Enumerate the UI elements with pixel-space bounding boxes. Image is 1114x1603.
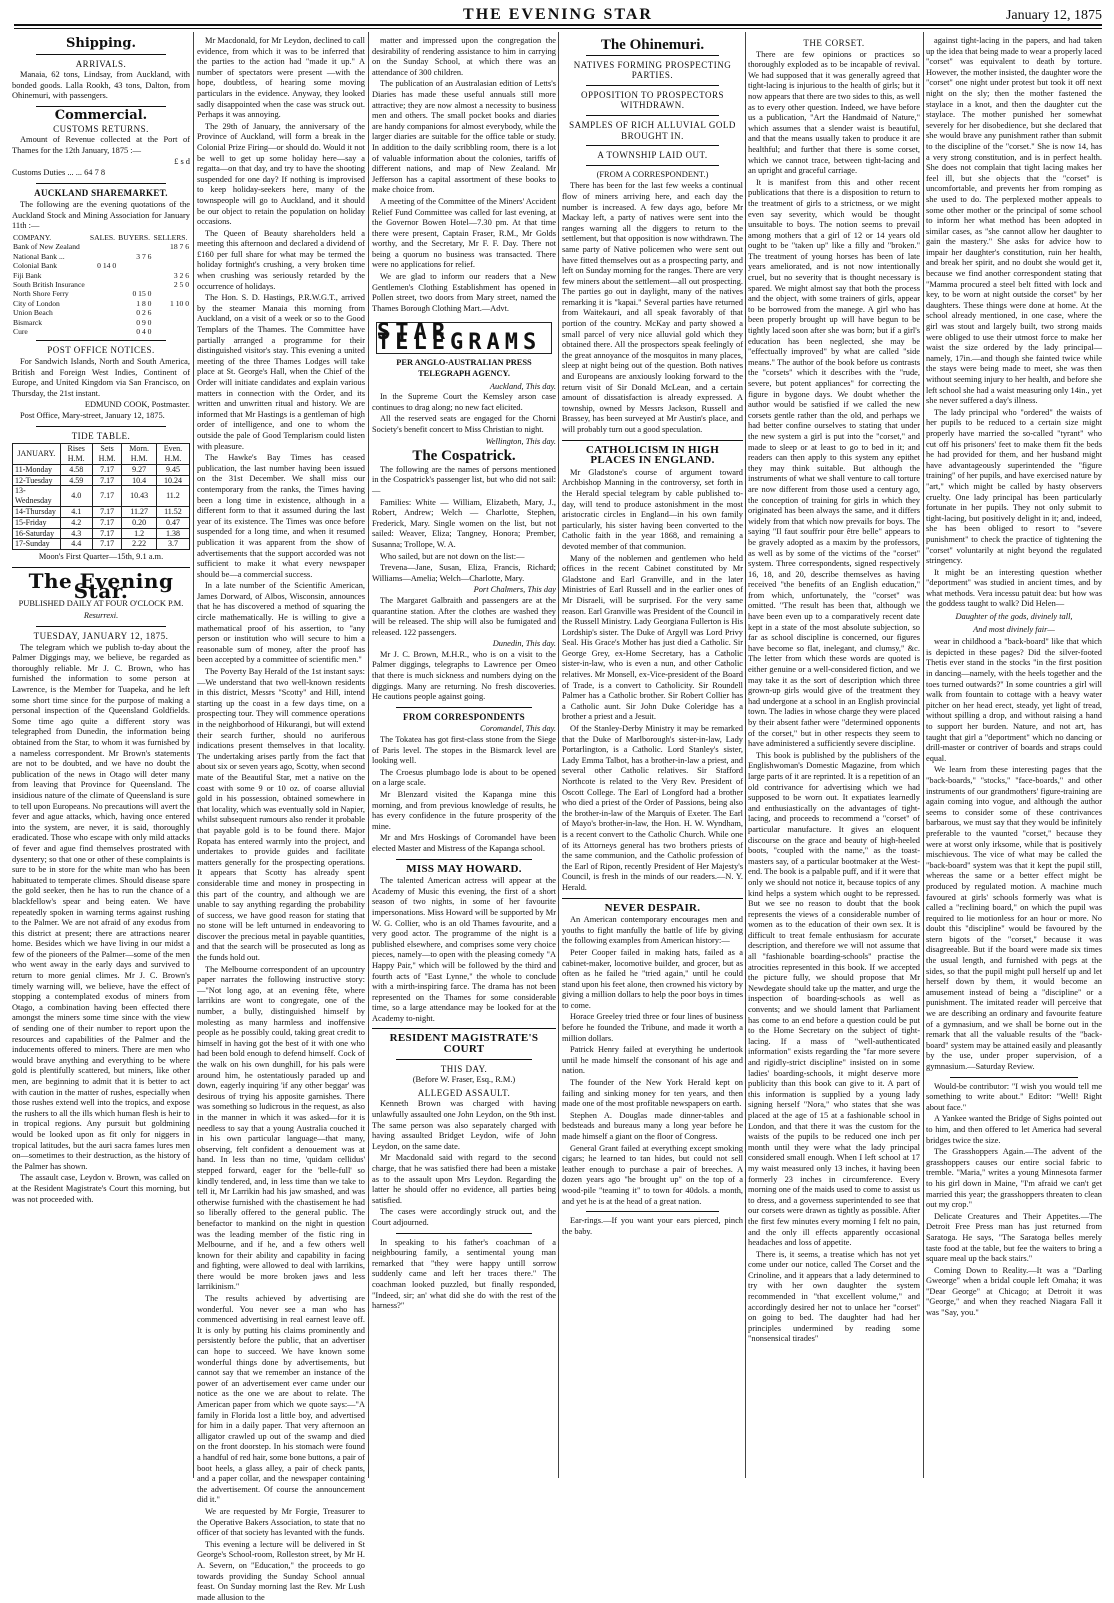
coromandel-dateline: Coromandel, This day. (480, 724, 556, 734)
tide-table-heading: TIDE TABLE. (71, 430, 131, 441)
article-text: Peter Cooper failed in making hats, failed as a cabinet-maker, locomotive builder, and grocer, but as often as he failed he "tried again," until he could stand upon his feet alone, then crowned his victory by giving a million dollars to help the poor boys in times to come. (562, 947, 743, 1010)
news-paragraph: In a late number of the Scientific American, James Dorward, of Albos, Wisconsin, announces that he has discovered a method of squaring the circle mathematically. He is willing to give a mathematical proof of his assertion, to "any person or institution who will secure to him a reasonable sum of money, after the proof has been accepted by a committee of scientific men." (197, 581, 365, 665)
post-office-heading: POST OFFICE NOTICES. (47, 345, 155, 356)
tide-sets: 7.17 (92, 464, 122, 475)
sellers-value: 2 5 0 (173, 279, 189, 289)
tide-morn: 9.27 (122, 464, 156, 475)
never-despair-heading: NEVER DESPAIR. (604, 901, 701, 914)
customs-text: Amount of Revenue collected at the Port of Thames for the 12th January, 1875 :— (12, 135, 190, 155)
telegram-text: Families: White — William, Elizabeth, Mary, J., Robert, Andrew; Welch — Charlotte, Stephen, Frederick, Mary. Single women on the list, but not sailed: Weaver, Eliza; Tangney, Honora; Prember, Susanna; Trollope, W. A. (372, 497, 556, 549)
post-office-place: Post Office, Mary-street, January 12, 1875. (20, 410, 165, 420)
article-text: Mr Macdonald said with regard to the second charge, that he was satisfied there had been a mistake as to the assault upon Mrs Leydon. Regarding the latter he should offer no evidence, all parties being satisfied. (372, 1153, 556, 1205)
news-paragraph: The Hawke's Bay Times has ceased publication, the last number having been issued on the 31st December. We shall miss our contemporary from the ranks, the Times having been a long time in existence, although in a different form to that it assumed during the last year of its existence. The Times was once before suspended for a long time, and when it resumed publication it was apparent from the show of advertisements that the support accorded was not sufficient to make it what every newspaper should be—a commercial success. (197, 453, 365, 579)
article-text: The founder of the New York Herald kept on failing and sinking money for ten years, and then made one of the most profitable newspapers on earth. (562, 1078, 743, 1109)
tide-day: 11-Monday (13, 464, 61, 475)
company-name: Bank of New Zealand (13, 242, 80, 252)
tide-even: 0.47 (156, 517, 189, 528)
sales-value (89, 271, 117, 280)
rm-before: (Before W. Fraser, Esq., R.M.) (412, 1075, 516, 1085)
sellers-value: 3 2 6 (173, 270, 189, 280)
tide-even: 11.52 (156, 506, 189, 517)
divider (586, 165, 719, 166)
tide-sets: 7.17 (92, 539, 122, 550)
article-text: We learn from these interesting pages that the "back-boards," "stocks," "face-boards," and other instruments of our grandmothers' figure-training are again coming into vogue, and although the author seems to consider some of these contrivances barbarous, we must say that they would be infinitely preferable to the vaunted "corset," because they were at worst only irksome, while that is positively mischievous. The vice of what may be called the "back-board" system was that it kept the pupil still, whereas the same or a better effect might be produced by regulated motion. A machine much favoured at girls' schools formerly was what is called a "reclining board," on which the pupil was required to lie motionless for an hour or more. No doubt this "discipline" would be favoured by the stern bigots of the "corset," because it was disagreeable. But if the board were made six times the usual length, and furnished with pegs at the sides, so that the pupil might pull herself up and let herself down by them, it would become an amusement instead of being a "discipline" or a punishment. The imitated reader will perceive that we are describing an ordinary and favourite feature of a gymnasium, and we shall be borne out in the remark that all the valuable results of the "back-board" system may be attained easily and pleasantly by the use, under proper supervision, of a gymnasium.—Saturday Review. (926, 765, 1102, 1071)
sellers-value (152, 308, 190, 317)
news-paragraph: The Hon. S. D. Hastings, P.R.W.G.T., arrived by the steamer Manaia this morning from Auckland, on a visit of a week or so to the Good Templars of the Thames. The Committee have partially arranged a programme for their distinguished visitor's stay. This evening a united meeting of the three Thames Lodges will take place at St. George's Hall, when the Chief of the Order will initiate candidates and explain various matters in connection with the Order, and its written and unwritten ritual and history. We are informed that Mr Hastings is a gentleman of high order of intelligence, and one to whom the outside the pale of Good Templarism could listen with pleasure. (197, 293, 365, 451)
dateline: TUESDAY, JANUARY 12, 1875. (33, 631, 169, 642)
tide-day: 15-Friday (13, 517, 61, 528)
port-chalmers-dateline: Port Chalmers, This day (473, 585, 556, 595)
arrivals-text: Manaia, 62 tons, Lindsay, from Auckland, with bonded goods. Lalla Rookh, 43 tons, Dalton, from Ohinemuri, with passengers. (12, 70, 190, 101)
article-text: There are few opinions or practices so thoroughly exploded as to be incapable of revival. We had supposed that it was generally agreed that tight-lacing is injurious to the health of girls; but it now appears that there are two sides to this, as well as to every other question. Indeed, we have before us a publication, "Art the Handmaid of Nature," which assumes that a slender waist is beautiful, and that the means usually taken to produce it are healthful; and further that there is some corset, which we cannot trace, between tight-lacing and an upright and graceful carriage. (748, 49, 920, 176)
article-text: General Grant failed at everything except smoking cigars; he learned to tan hides, but could not sell leather enough to purchase a pair of breeches. A dozen years ago "he brought up" on the top of a wood-pile "teaming it" to town for 40dols. a month, and yet he is at the head of a great nation. (562, 1143, 743, 1206)
tide-even: 11.2 (156, 486, 189, 507)
ohinemuri-subheading: OPPOSITION TO PROSPECTORS WITHDRAWN. (580, 89, 725, 111)
sellers-value (152, 252, 190, 261)
tide-morn: 11.27 (122, 506, 156, 517)
divider (372, 1028, 556, 1029)
column-1 (12, 36, 190, 1478)
article-text: Mr Gladstone's course of argument toward Archbishop Manning in the controversy, set forth in the Herald special telegram by cable published to-day, will tend to produce astonishment in the most aristocratic circles in England—in his own family particularly, his sister having been converted to the Catholic faith in the year 1868, and remaining a devoted member of that communion. (562, 467, 743, 551)
sales-value (89, 242, 117, 251)
company-name: South British Insurance (13, 279, 85, 289)
tide-col-sets: Sets H.M. (92, 444, 122, 465)
table-row (12, 261, 190, 270)
newspaper-title: THE EVENING STAR (463, 6, 653, 23)
tide-morn: 2.22 (122, 539, 156, 550)
divider (396, 707, 532, 708)
ohinemuri-subheading: SAMPLES OF RICH ALLUVIAL GOLD BROUGHT IN. (569, 119, 736, 141)
table-row (12, 299, 190, 308)
table-row (12, 280, 190, 289)
table-row (12, 252, 190, 261)
wellington-dateline: Wellington, This day. (485, 436, 556, 446)
tide-morn: 10.4 (122, 475, 156, 486)
tide-sets: 7.17 (92, 486, 122, 507)
ohinemuri-subheading: NATIVES FORMING PROSPECTING PARTIES. (573, 59, 732, 81)
sales-value (89, 308, 117, 317)
share-col-sales: SALES. (89, 232, 115, 242)
article-text: wear in childhood a "back-board" like that which is depicted in these pages? Did the silver-footed Thetis ever stand in the stocks "in the first position in dancing—namely, with the heels together and the toes turned outwards?" In some countries a girl will walk from fountain to cottage with a heavy water pitcher on her head erect, steady, yet light of tread, without spilling a drop, and without raising a hand to support her burden. Nature, and not art, has taught that girl a "deportment" which no dancing or drill-master or contriver of boards and straps could equal. (926, 637, 1102, 763)
divider (586, 145, 719, 146)
telegram-text: The following are the names of persons mentioned in the Cospatrick's passenger list, but who did not sail:— (372, 464, 556, 495)
divider (586, 115, 719, 116)
sales-value (89, 289, 117, 298)
arrivals-heading: ARRIVALS. (75, 58, 127, 69)
tide-table-header (13, 444, 190, 465)
masthead-rule (14, 28, 1102, 29)
share-col-sellers: SELLERS. (153, 232, 188, 242)
tide-rises: 4.1 (60, 506, 92, 517)
tide-even: 1.38 (156, 528, 189, 539)
article-text: Patrick Henry failed at everything he undertook until he made himself the consonant of his age and nation. (562, 1045, 743, 1076)
tide-sets: 7.17 (92, 506, 122, 517)
news-paragraph: The Queen of Beauty shareholders held a meeting this afternoon and declared a dividend of £160 per full share for what may be termed the holiday fortnight's crushing, a very broken time when crushing was seriously retarded by the occurrence of holidays. (197, 228, 365, 291)
tide-sets: 7.17 (92, 475, 122, 486)
moon-phase: Moon's First Quarter—15th, 9.1 a.m. (38, 552, 164, 562)
table-row (13, 506, 190, 517)
telegram-text: All the reserved seats are engaged for the Chorni Society's benefit concert to Miss Christian to night. (372, 414, 556, 434)
table-row (13, 528, 190, 539)
sellers-value (152, 289, 190, 298)
buyers-value: 3 7 6 (136, 251, 152, 261)
correspondents-heading: FROM CORRESPONDENTS (403, 711, 525, 722)
share-table-header (12, 233, 190, 242)
sharemarket-text: The following are the evening quotations of the Auckland Stock and Mining Association for January 11th :— (12, 200, 190, 231)
telegram-text: In the Supreme Court the Kemsley arson case continues to drag along; no new fact elicited. (372, 392, 556, 412)
share-col-buyers: BUYERS. (118, 232, 151, 242)
news-paragraph: Mr Macdonald, for Mr Leydon, declined to call evidence, from which it was to be inferred that the parties to the action had "made it up." A number of spectators were present —with the hope, doubtless, of hearing some moving particulars in the evidence. Anyway, they looked sadly disappointed when the case was struck out. Perhaps it was annoying. (197, 36, 365, 120)
masthead (14, 6, 1102, 26)
editorial-text: The assault case, Leydon v. Brown, was called on at the Resident Magistrate's Court this morning, but was not proceeded with. (12, 1173, 190, 1204)
column-divider (368, 32, 369, 1478)
ohinemuri-subheading: A TOWNSHIP LAID OUT. (597, 150, 708, 161)
divider (562, 898, 743, 899)
buyers-value: 0 4 0 (136, 326, 152, 336)
sellers-value: 18 7 6 (170, 242, 189, 252)
tide-sets: 7.17 (92, 517, 122, 528)
column-3 (372, 36, 556, 1478)
tide-rises: 4.58 (60, 464, 92, 475)
poem-line: Daughter of the gods, divinely tall, (955, 612, 1073, 622)
telegram-text: Mr J. C. Brown, M.H.R., who is on a visit to the Palmer diggings, telegraphs to Lawrence per Omeo that there is much sickness and numbers dying on the diggings. Many are returning. No fresh discoveries. He cautions people against going. (372, 649, 556, 702)
tide-day: 17-Sunday (13, 539, 61, 550)
editorial-text: The telegram which we publish to-day about the Palmer Diggings may, we believe, be regarded as thoroughly reliable. Mr J. C. Brown, who has furnished the information to some person at Lawrence, is the Member for Tuapeka, and he left some short time since for the purpose of making a personal inspection of the Queensland Goldfields. Some time ago quite a different story was telegraphed from Dunedin, the information being obtained from the Star, to whom it was furnished by a nameless correspondent. Mr Brown's statements are not to be doubted, and we have no doubt the publication of the news in Otago will deter many from leaving that Province for Queensland. The insidious nature of the climate of Queensland is sure to tell upon Europeans. No precautions will avert the fever and ague attacks, which, having once entered into the system, are never, it is said, thoroughly eradicated. Those who escape with only mild attacks of fever and ague find themselves prostrated with dysentery; so that one or other of these complaints is sure to be in store for the white man who has been habituated to temperate climes. Should disease spare the gold seeker, then he has to run the chance of a blackfellow's spear and being eaten. We have repeatedly spoken in warning terms against rushing to the Palmer. We are not afraid of any exodus from this district at present; there are attractions nearer home. Besides which we have living in our midst a few of the pioneers of the Palmer—some of the men who went away in the early days and survived to return to more genial climes. Mr J. C. Brown's timely warning will, we believe, have the effect of stopping a contemplated exodus of miners from Otago, a combination having been effected there amongst the miners some time since with the view of sending one of their number to report upon the resources and capabilities of the Palmer and the inducements offered to miners. There are men who would brave anything and everything to be where gold is plentifully scattered, but miners, like other men, are beginning to admit that it is better to act with caution in the matter of rushes, especially when those rushes extend well into the tropics, and expose the rushers to all the ills which human flesh is heir to in tropical regions. Any pursuit but goldmining would be looked upon as fit only for niggers in tropical latitudes, but the auri sacra fames lures men on—sometimes to their destruction, as the history of the Palmer has shown. (12, 642, 190, 1171)
column-divider (193, 32, 194, 1478)
customs-duties: Customs Duties ... ... 64 7 8 (12, 167, 106, 177)
column-2 (197, 36, 365, 1602)
corset-heading: THE CORSET. (803, 38, 865, 48)
buyers-value (117, 280, 152, 289)
article-text: A Yankee wanted the Bridge of Sighs pointed out to him, and then offered to let America had several bridges twice the size. (926, 1114, 1102, 1145)
rm-day: THIS DAY. (440, 1063, 488, 1074)
buyers-value: 0 2 6 (136, 308, 152, 318)
news-paragraph: The Melbourne correspondent of an upcountry paper narrates the following instructive story:—"Not long ago, at an evening fête, where larrikins are wont to congregate, one of the number, a bully, distinguished himself by molesting as many harmless and inoffensive people as he possibly could, taking great credit to himself in having got the best of it with one who had been bold enough to defend himself. Cock of the walk on his own dunghill, for his pals were around him, he ostentatiously paraded up and down, eagerly inquiring 'if any other beggar' was desirous of trying his apposite garnishes. There was something so ludicrous in the request, as also in the manner in which it was asked—for it is needless to say that a young Australia couched it in his own particular language—that many, observing, felt confident a denouement was at hand. In less than no time, 'quidam cellidus' stepped forward, eager for the 'belle-full' so kindly tendered, and, in less time than we take to tell it, Mr Larrikin had his jaw smashed, and was otherwise furnished with the chastisement he had so liberally offered to the general public. The benefactor to mankind on the night in question was the leading member of the fistic ring in Melbourne, and if he, and a few others well known for their ability and capability in facing and fighting, were allowed to deal with larrikins, there would be more broken jaws and less larrikinism." (197, 964, 365, 1292)
table-row (13, 475, 190, 486)
buyers-value (117, 261, 152, 270)
article-text: It is manifest from this and other recent publications that there is a disposition to return to the treatment of girls to a strictness, or we might even say severity, which would be thought unsuitable to boys. The notion seems to prevail among mothers that a girl of 12 or 14 years old ought to be "taken up" like a filly and "broken." The treatment of young horses has been of late years ameliorated, and is not now intentionally cruel, but no severity that is thought necessary is spared. We might almost say that both the process and the object, with some trainers of girls, appear to be borrowed from the manege. A girl who has been properly brought up will have begun to be tightly laced soon after she was born; but if a girl's education has been neglected, she may be "effectually improved" by what are called "side means." The author of the book before us contrasts the "corsets" which it describes with the "rude, severe, but potent appliances" for correcting the figure in bygone days. We doubt whether the author would be satisfied if we called the new corsets gentle rather than the old, and perhaps we had better confine ourselves to stating that under the new system a girl is put into the "corset," and made to sleep or at least to go to bed in it; and readers can then apply to this system any epithet they may think suitable. But although the instruments of what we shall venture to call torture are now different from those used a century ago, the conception of training for girls in which they originated has been always the same, and it differs widely from that which now prevails for boys. The saying "Il faut souffrir pour être belle" appears to be gravely adopted as a maxim by the professors, as well as by some of the victims of the "corset" system. Three correspondents, signed respectively 16, 18, and 20, describe themselves as having received "the benefits of an English education," from which, unfortunately, the "corset" was omitted. "The result has been that, although we have been even up to a comparatively recent date kept in a state of the most absolute subjection, so far as school discipline is concerned, our figures have become so flat, inelegant, and clumsy," &c. The letter from which these words are quoted is either genuine or a well-considered fiction, and we may take it as the sort of description which three grown-up girls would give of the treatment they had undergone at a school in an English provincial town. The ladies in whose charge they were placed by their absent father were "determined opponents of the corset," but in other respects they seem to have administered a sufficiently severe discipline. (748, 177, 920, 749)
column-5 (748, 36, 920, 1478)
customs-currency: £ s d (174, 157, 190, 167)
company-name: National Bank ... (13, 251, 65, 261)
article-text: Stephen A. Douglas made dinner-tables and bedsteads and bureaus many a long year before he made himself a giant on the floor of Congress. (562, 1110, 743, 1141)
sales-value (89, 252, 117, 261)
sharemarket-heading: AUCKLAND SHAREMARKET. (34, 187, 168, 198)
news-paragraph: The results achieved by advertising are wonderful. You never see a man who has commenced advertising in real earnest leave off. It is only by putting his claims prominently and persistently before the public, that an advertiser can hope to succeed. We have known some wonderful things done by advertisements, but cannot say that we remember an instance of the power of an advertisement ever came under our notice as the one we are about to relate. The American paper from which we quote says:—"A family in Florida lost a little boy, and advertised for him in a daily paper. That very afternoon an alligator crawled up out of the swamp and died on the front doorstep. In his stomach were found a handful of red hair, some bone buttons, a pair of boot heels, a glass alley, a pair of check pants, and a paper collar, and the newspaper containing the advertisement. Of course the announcement did it." (197, 1294, 365, 1505)
divider (396, 859, 532, 860)
article-text: There has been for the last few weeks a continual flow of miners arriving here, and each day the number is increased. A few days ago, before Mr Mackay left, a party of natives were sent into the ranges warning all the diggers to return to the settlement, but that opposition is now withdrawn. The same party of Native policemen who were sent out have fitted themselves out as a prospecting party, and left on Sunday morning for the ranges. There are very few miners about the settlement—all out prospecting. The parties go out in daylight, many of the natives remarking it is "kapai." Several parties have returned from Waitekauri, and all speak favorably of that portion of the country. McKay and party showed a small parcel of very nice alluvial gold which they obtained there. All the prospectors speak feelingly of the great annoyance of the mosquitos in many places, sleep at night being out of the question. Both natives and Europeans are anxiously looking forward to the return visit of Sir Donald McLean, and a certain amount of dissatisfaction is already expressed. A township, owned by Messrs Jackson, Russell and Brassey, has been surveyed at Mr Austin's place, and will probably turn out a good speculation. (562, 181, 743, 434)
tide-col-rises: Rises H.M. (60, 444, 92, 465)
divider (586, 55, 719, 56)
buyers-value: 1 8 0 (136, 298, 152, 308)
company-name: Colonial Bank (13, 261, 58, 271)
telegrams-agency: PER ANGLO-AUSTRALIAN PRESS TELEGRAPH AGENCY. (396, 358, 532, 379)
article-text: against tight-lacing in the papers, and had taken up the idea that being made to wear a properly laced "corset" was equivalent to death by torture. However, the mother insisted, the daughter wore the "corset" one night under protest but took it off next night on the sly; then the mother fastened the staylace in a knot, and then the daughter cut the staylace. The mother punished her somewhat severely for her disobedience, but she declared that she would brave any punishment rather than submit to the discipline of the "corset." She is now 14, has a very strong constitution, and is in perfect health. She does not complain that tight lacing makes her feel ill, but she objects that the "corset" is uncomfortable, and prevents her from romping as she used to do. The perplexed mother appeals to some other mother or the principal of some school to inform her what method has been adopted in similar cases, as "she cannot allow her daughter to gain the mastery." She asks for advice how to impair her daughter's constitution, ruin her health, and break her spirit, and no doubt she would get it, because we find another correspondent stating that "Mamma procured a steel belt fitted with lock and key, to be worn at night outside the corset" by her daughters. These things were done at home. At the school already mentioned, in one case, where the girl was stout and largely built, two strong maids were obliged to use their utmost force to make her waist the size ordered by the lady principal—namely, 17in.—and though she fainted twice while the stays were being made to meet, she was then without seeming injury to her health, and before she left school she had a waist measuring only 14in., yet she never suffered a day's illness. (926, 36, 1102, 406)
news-paragraph: This evening a lecture will be delivered in St George's School-room, Rolleston street, by Mr H. A. Severn, on "Education," the proceeds to go towards providing the Sunday School annual feast. On Sunday morning last the Rev. Mr Lush made allusion to the (197, 1539, 365, 1602)
sales-value (89, 280, 117, 289)
from-correspondent: (FROM A CORRESPONDENT.) (596, 169, 709, 179)
divider (950, 1077, 1078, 1078)
table-row (12, 242, 190, 251)
tide-rises: 4.59 (60, 475, 92, 486)
tide-day: 14-Thursday (13, 506, 61, 517)
share-table (12, 233, 190, 336)
sales-value (89, 327, 117, 336)
article-text: Of the Stanley-Derby Ministry it may be remarked that the Duke of Marlborough's sister-in-law, Lady Portarlington, is a Catholic. Lord Stanley's sister, Lady Emma Talbot, has a brother-in-law a priest, and several other Catholic relatives. Sir Stafford Northcote is related to the Very Rev. President of Oscott College. The Earl of Longford had a brother who died a priest of the Order of Passions, being also the brother-in-law of the Marquis of Exeter. The Earl of Mayo's brother-in-law, the Hon. H. W. Wyndham, is a recent convert to the Catholic Church. While one of its Attorneys general has two brothers priests of the same communion, and the Catholic profession of the Earl of Ripon, recently President of Her Majesty's Council, is fresh in the minds of our readers.—N. Y. Herald. (562, 724, 743, 892)
divider (36, 426, 166, 427)
paper-title: The Evening Star. (28, 568, 174, 604)
divider (562, 440, 743, 441)
table-row (12, 308, 190, 317)
company-name: Union Beach (13, 308, 53, 318)
buyers-value: 0 15 0 (132, 289, 152, 299)
article-text: There is, it seems, a treatise which has not yet come under our notice, called The Corset and the Crinoline, and it appears that a lady determined to try with her own daughter the system recommended in "that excellent volume," and accordingly desired her not to unlace her "corset" on going to bed. The daughter had had her principles undermined by reading some "nonsensical tirades" (748, 1249, 920, 1344)
divider (36, 340, 166, 341)
issue-date: January 12, 1875 (1005, 8, 1102, 23)
article-text: The talented American actress will appear at the Academy of Music this evening, the first of a short season of two nights, in some of her favourite impersonations. Miss Howard will be supported by Mr W. G. Collier, who is an old Thames favourite, and a very good actor. The programme of the night is a published elsewhere, and comprises some very choice pieces, namely—to open with the pleasing comedy "A Happy Pair," which will be followed by the third and fourth acts of "East Lynne," the whole to conclude with a mirth-inspiring farce. The drama has not been represented on the Thames for some considerable time, so a large attendance may be looked for at the Academy to-night. (372, 876, 556, 1023)
tide-col-month: JANUARY. (13, 444, 61, 465)
post-office-text: For Sandwich Islands, North and South America, British and Foreign West Indies, Continent of Europe, and United Kingdom via San Francisco, on Thursday, the 21st instant. (12, 356, 190, 398)
sales-value: 0 14 0 (97, 261, 117, 271)
tide-day: 13-Wednesday (13, 486, 61, 507)
tide-col-even: Even. H.M. (156, 444, 189, 465)
ohinemuri-heading: The Ohinemuri. (600, 37, 705, 53)
divider (396, 1059, 532, 1060)
divider (586, 1211, 719, 1212)
commercial-heading: Commercial. (54, 107, 148, 123)
company-name: Bismarck (13, 317, 43, 327)
company-name: Cure (13, 326, 28, 336)
article-text: Ear-rings.—If you want your ears pierced, pinch the baby. (562, 1216, 743, 1236)
divider (586, 85, 719, 86)
divider (36, 106, 166, 107)
article-text: This book is published by the publishers of the Englishwoman's Domestic Magazine, from which large parts of it are reprinted. It is a repetition of an old contrivance for advertising which we had supposed to be worn out. It expatiates learnedly and enthusiastically on the advantages of tight-lacing, and proceeds to recommend a "corset" of particular manufacture. It gives an eloquent discourse on the grace and beauty of high-heeled boots, "coupled with the name," as the toast-masters say, of a particular bootmaker at the West-end. The book is a palpable puff, and if it were that only we should not notice it, because topics of any kind helps a system which ought to be repressed. But we see no reason to doubt that the book represents the views of a considerable number of women as to the education of their own sex. It is difficult to treat female enthusiasm for accurate description, and therefore we will not assume that all "fashionable boarding-schools" practise the atrocities represented in this book. If we accepted the picture fully, we should propose that Mr Newdegate should take up the matter, and urge the inspection of boarding-schools as well as convents; and we should lament that Parliament has come to an end before a question could be put to the Home Secretary on the subject of tight-lacing. If a mass of "well-authenticated information" exists regarding the "far more severe and rigidly-strict discipline" insisted on in some ladies' boarding-schools, it might deserve more publicity than this book can give to it. A part of this information is supplied by a young lady signing herself "Nora," who states that she was placed at the age of 15 at a fashionable school in London, and that there it was the custom for the waists of the pupils to be reduced one inch per month until they were what the lady principal considered small enough. When I left school at 17 my waist measured only 13 inches, it having been formerly 23 inches in circumference. Every morning one of the maids used to come to assist us to dress, and a governess superintended to see that our corsets were drawn as tightly as possible. After the first few minutes every morning I felt no pain, and the only ill effects apparently occasional headaches and loss of appetite. (748, 750, 920, 1248)
shipping-heading: Shipping. (66, 36, 136, 51)
column-6 (926, 36, 1102, 1478)
divider (36, 54, 166, 55)
share-col-company: COMPANY. (13, 232, 52, 242)
tide-even: 10.24 (156, 475, 189, 486)
auckland-dateline: Auckland, This day. (489, 381, 556, 391)
news-paragraph: We are requested by Mr Forgie, Treasurer to the Operative Bakers Association, to state that no officer of that society has levanted with the funds. (197, 1506, 365, 1538)
article-text: Delicate Creatures and Their Appetites.—The Detroit Free Press man has just returned from Saratoga. He says, "The Saratoga belles merely taste food at the table, but fee the waiters to bring a square meal up the back stairs." (926, 1211, 1102, 1264)
telegram-text: Trevena—Jane, Susan, Eliza, Francis, Richard; Williams—Amelia; Welch—Charlotte, Mary. (372, 563, 556, 583)
article-text: The Grasshoppers Again.—The advent of the grasshoppers causes our entire social fabric to tremble. "Maria," writes a young Minnesota farmer to his girl down in Maine, "I'm afraid we can't get married this year; the grasshoppers threaten to clean out my crop." (926, 1147, 1102, 1210)
table-row (13, 517, 190, 528)
telegram-text: Mr Blenzard visited the Kapanga mine this morning, and from previous knowledge of results, he has every confidence in the future prosperity of the mine. (372, 790, 556, 831)
table-row (12, 271, 190, 280)
news-paragraph: A meeting of the Committee of the Miners' Accident Relief Fund Committee was called for last evening, at the Governor Bowen Hotel—7.30 pm. At that time there were present, Captain Fraser, R.M., Mr Golds worthy, and the Secretary, Mr F. F. Day. There not being a quorum no business was transacted. There were no applications for relief. (372, 196, 556, 270)
divider (12, 567, 190, 568)
sellers-value (152, 327, 190, 336)
column-4 (562, 36, 743, 1478)
column-divider (923, 32, 924, 1478)
cospatrick-heading: The Cospatrick. (412, 448, 516, 465)
article-text: Many of the noblemen and gentlemen who held offices in the recent Cabinet constituted by Mr Gladstone and Earl Granville, and in the later Ministries of Earl Russell and in the earlier ones of Mr Disraeli, will be surprised. For the very same reason. Earl Granville was President of the Council in the Russell Ministry. Lady Georgiana Fullerton is His Lordship's sister. The Duke of Argyll was Lord Privy Seal. His Grace's Mother has just died a Catholic. Sir George Grey, ex-Home Secretary, has a Catholic sister-in-law, who is even a nun, and other Catholic relatives. Mr Monsell, ex-Vice-president of the Board of Trade, is a convert to Catholicity. Sir Roundell Palmer has a Catholic brother. Sir Robert Collier has a Catholic aunt. Sir John Duke Coleridge has a brother a priest and a Jesuit. (562, 553, 743, 722)
customs-heading: CUSTOMS RETURNS. (53, 123, 149, 134)
divider (36, 626, 166, 627)
tide-rises: 4.2 (60, 517, 92, 528)
article-text: The cases were accordingly struck out, and the Court adjourned. (372, 1207, 556, 1227)
tide-table (12, 443, 190, 550)
tide-morn: 1.2 (122, 528, 156, 539)
tide-morn: 10.43 (122, 486, 156, 507)
article-text: Horace Greeley tried three or four lines of business before he founded the Tribune, and made it worth a million dollars. (562, 1012, 743, 1043)
telegram-text: Mr and Mrs Hoskings of Coromandel have been elected Master and Mistress of the Kapanga school. (372, 833, 556, 853)
may-howard-heading: MISS MAY HOWARD. (406, 862, 522, 875)
poem-line: And most divinely fair— (973, 624, 1055, 634)
sellers-value (152, 318, 190, 327)
article-text: Kenneth Brown was charged with having unlawfully assaulted one John Leydon, on the 9th inst. The same person was also separately charged with having assaulted Bridget Leydon, wife of John Leydon, on the same date. (372, 1099, 556, 1151)
sales-value (89, 318, 117, 327)
news-paragraph: The publication of an Australasian edition of Letts's Diaries has made these useful annuals still more attractive; they are now almost a necessity to business men and others. The small pocket books and diaries are handy companions for almost everybody, while the larger diaries are suitable for the office table or study. In addition to the daily scribbling room, there is a lot of valuable information about the colonies, tariffs of different nations, and map of New Zealand. Mr Jefferson has a capital assortment of these books to make choice from. (372, 79, 556, 195)
tide-sets: 7.17 (92, 528, 122, 539)
divider (396, 1233, 532, 1234)
company-name: City of London (13, 298, 60, 308)
tide-rises: 4.3 (60, 528, 92, 539)
telegram-text: The Tokatea has got first-class stone from the Siege of Paris level. The stopes in the Bismarck level are looking well. (372, 735, 556, 766)
article-text: It might be an interesting question whether "deportment" was studied in ancient times, and by what methods. Vera incessu patuit dea: but how was the goddess taught to walk? Did Helen— (926, 567, 1102, 609)
rm-case-heading: ALLEGED ASSAULT. (417, 1087, 511, 1098)
telegram-text: Who sailed, but are not down on the list:— (380, 551, 525, 561)
telegram-text: The Margaret Galbraith and passengers are at the quarantine station. After the clothes are washed they will be released. The ship will also be fumigated and released. 122 passengers. (372, 595, 556, 637)
tide-rises: 4.4 (60, 539, 92, 550)
tide-even: 3.7 (156, 539, 189, 550)
table-row (13, 539, 190, 550)
buyers-value (117, 271, 152, 280)
tide-even: 9.45 (156, 464, 189, 475)
table-row (13, 464, 190, 475)
sales-value (89, 299, 117, 308)
tide-day: 12-Tuesday (13, 475, 61, 486)
motto: Resurrexi. (83, 611, 119, 621)
table-row (12, 289, 190, 298)
article-text: Would-be contributor: "I wish you would tell me something to write about." Editor: "Well! Right about face." (926, 1081, 1102, 1112)
article-text: An American contemporary encourages men and youths to fight manfully the battle of life by giving the following examples from American history:— (562, 915, 743, 946)
sellers-value: 1 10 0 (170, 298, 189, 308)
column-divider (558, 32, 559, 1478)
postmaster-signature: EDMUND COOK, Postmaster. (84, 400, 190, 410)
buyers-value (117, 242, 152, 251)
catholicism-heading: CATHOLICISM IN HIGH PLACES IN ENGLAND. (585, 443, 720, 467)
article-text: In speaking to his father's coachman of a neighbouring family, a sentimental young man remarked that "they were happy untill sorrow suddenly came and left her traces there." The coachman looked puzzled, but finally responded, "Indeed, sir; an' what did she do with the rest of the harness?" (372, 1237, 556, 1311)
article-text: The lady principal who "ordered" the waists of her pupils to be reduced to a certain size might properly have married the so-called "tyrant" who cut off his prisoners' feet to make them fit the beds he had provided for them, and her husband might have advantageously superintended the "figure training" of her pupils, and have exercised nature by "art," which might be called by hasty observers cruelty. One lady principal has been particularly fortunate in her pupils. They not only submit to tight-lacing, but positively delight in it; and, indeed, she has been obliged to resort to "severe punishment" to check the practice of tightening the "corset" voluntarily at night beyond the regulated stringency. (926, 407, 1102, 566)
dunedin-dateline: Dunedin, This day. (492, 639, 556, 649)
table-row (13, 486, 190, 507)
tide-morn: 0.20 (122, 517, 156, 528)
article-text: Coming Down to Reality.—It was a "Darling Gweorge" when a bridal couple left Omaha; it was "Dear George" at Chicago; at Detroit it was "George," and when they reached Niagara Fall it was "Say, you." (926, 1265, 1102, 1318)
rm-court-heading: RESIDENT MAGISTRATE'S COURT (389, 1032, 539, 1056)
divider (36, 183, 166, 184)
table-row (12, 327, 190, 336)
star-telegrams-banner: STAR TELEGRAMS (376, 322, 552, 354)
company-name: Fiji Bank (13, 270, 42, 280)
news-paragraph: The 29th of January, the anniversary of the Province of Auckland, will form a break in the Colonial Prize Firing—or should do. Would it not be well to get up some holiday here—say a regatta—on that day, and try to have the shooting suspended for one day? If nothing is improvised to keep holiday-seekers here, many of the townspeople will go to Auckland, and it should be our object to retain the population on holiday occasions. (197, 121, 365, 227)
tide-col-morn: Morn. H.M. (122, 444, 156, 465)
company-name: North Shore Ferry (13, 289, 69, 299)
telegram-text: The Croesus plumbago lode is about to be opened on a large scale. (372, 767, 556, 788)
sellers-value (152, 261, 190, 270)
tide-day: 16-Saturday (13, 528, 61, 539)
news-paragraph: The Poverty Bay Herald of the 1st instant says:—We understand that two well-known residents in this district, Messrs "Scotty" and Hill, intend starting up the coast in a few days time, on a prospecting tour. They will commence operations in the neighborhood of Hikurangi, but will extend their search further, should no auriferous indications present themselves in that locality. The undertaking arises partly from the fact that about six or seven years ago, Scotty, when second mate of the Beautiful Star, met a native on the coast with some 9 or 10 oz. of coarse alluvial gold in his possession, obtained somewhere in that locality, which was eventually sold in Napier, whilst subsequent rumours also render it probable that payable gold is to be found there. Major Ropata has entered warmly into the project, and undertakes to provide guides and facilitate matters generally for the prospecting operations. It appears that Scotty has already spent considerable time and money in prospecting in this part of the country, and although we are unable to say anything regarding the probability of success, we have good reason for stating that no stone will be left unturned in endeavoring to discover the precious metal in payable quantities, and that the search will be prosecuted as long as the funds hold out. (197, 667, 365, 963)
table-row (12, 318, 190, 327)
published-line: PUBLISHED DAILY AT FOUR O'CLOCK P.M. (18, 598, 184, 608)
tide-rises: 4.0 (60, 486, 92, 507)
news-paragraph: matter and impressed upon the congregation the desirability of rendering assistance to him in carrying on the Sunday School, at which there was an attendance of 300 children. (372, 36, 556, 77)
news-paragraph: We are glad to inform our readers that a New Gentlemen's Clothing Establishment has opened in Pollen street, two doors from Mary street, named the Thames Borough Clothing Mart.—Advt. (372, 272, 556, 313)
column-divider (745, 32, 746, 1478)
buyers-value: 0 9 0 (136, 317, 152, 327)
